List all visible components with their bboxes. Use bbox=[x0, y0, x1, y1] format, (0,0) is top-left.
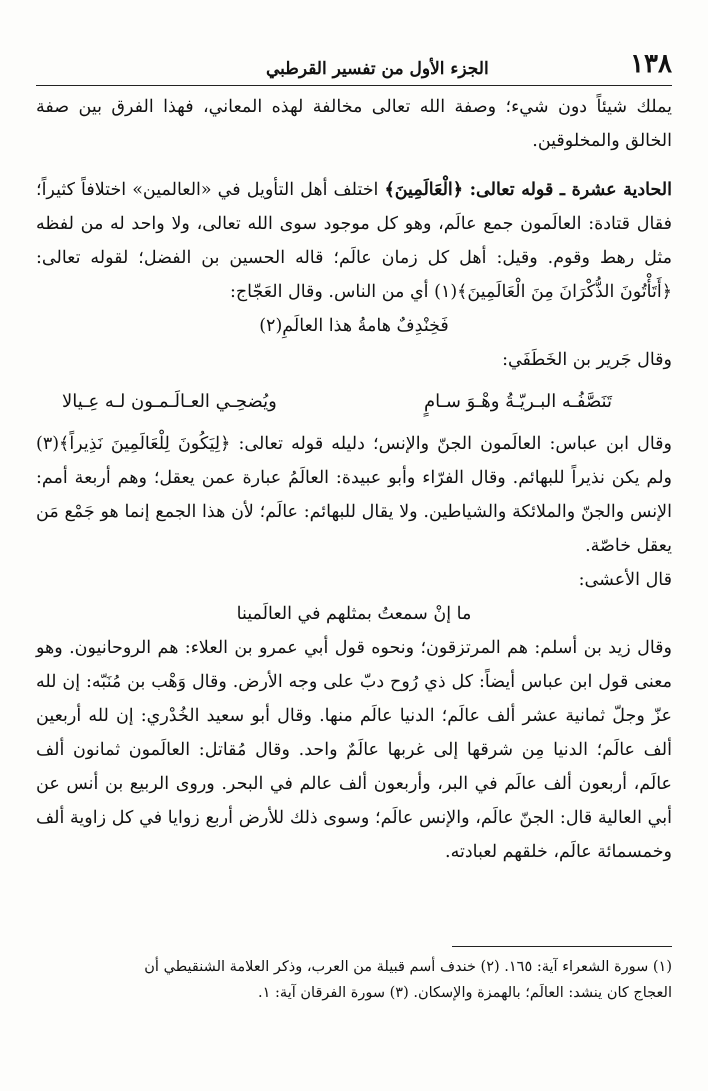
paragraph-1: يملك شيئاً دون شيء؛ وصفة الله تعالى مخالفة لهذه المعاني، فهذا الفرق بين صفة الخالق والمخلوقين. bbox=[36, 97, 672, 151]
footnotes bbox=[36, 954, 672, 1006]
footnote-line-2: العجاج كان ينشد: العالَم؛ بالهمزة والإسكان. (٣) سورة الفرقان آية: ١. bbox=[258, 985, 672, 1001]
running-title: الجزء الأول من تفسير القرطبي bbox=[266, 59, 489, 79]
paragraph-4: وقال ابن عباس: العالَمون الجنّ والإنس؛ دليله قوله تعالى: ﴿لِيَكُونَ لِلْعَالَمِينَ نَذِيراً﴾(٣) ولم يكن نذيراً للبهائم. وقال الفرّاء وأبو عبيدة: العالَمُ عبارة عمن يعقل؛ وهم أربعة أمم: الإنس والجنّ والملائكة والشياطين. ولا يقال للبهائم: عالَم؛ لأن هذا الجمع إنما هو جَمْع مَن يعقل خاصّة. bbox=[36, 434, 672, 556]
verse-3: ما إنْ سمعتُ بمثلهم في العالَمينا bbox=[236, 604, 472, 624]
section-heading: الحادية عشرة ـ قوله تعالى: ﴿الْعَالَمِينَ﴾ bbox=[384, 180, 672, 200]
verse-1: فَخِنْدِفٌ هامةُ هذا العالَمِ(٢) bbox=[259, 316, 449, 336]
main-text bbox=[36, 90, 672, 869]
page-number: ١٣٨ bbox=[630, 49, 672, 79]
page-header bbox=[36, 40, 672, 86]
footnote-line-1: (١) سورة الشعراء آية: ١٦٥. (٢) خندف أسم قبيلة من العرب، وذكر العلامة الشنقيطي أن bbox=[144, 959, 672, 975]
verse-2-first-hemistich: تَنَصَّفُـه البـريّـةُ وهْـوَ سـامٍ bbox=[423, 391, 612, 412]
paragraph-2-text: اختلف أهل التأويل في «العالمين» اختلافاً كثيراً؛ فقال قتادة: العالَمون جمع عالَم، وهو كل موجود سوى الله تعالى، ولا واحد له من لفظه مثل رهط وقوم. وقيل: أهل كل زمان عالَم؛ قاله الحسين بن الفضل؛ لقوله تعالى: ﴿أَتَأْتُونَ الذُّكْرَانَ مِنَ الْعَالَمِينَ﴾(١) أي من الناس. وقال العَجّاج: bbox=[36, 180, 672, 302]
verse-2-second-hemistich: ويُضحِـي العـالَـمـون لـه عِـيالا bbox=[62, 391, 277, 412]
paragraph-6: وقال زيد بن أسلم: هم المرتزقون؛ ونحوه قول أبي عمرو بن العلاء: هم الروحانيون. وهو معنى قول ابن عباس أيضاً: كل ذي رُوح دبّ على وجه الأرض. وقال وَهْب بن مُنَبّه: إن لله عزّ وجلّ ثمانية عشر ألف عالَم؛ الدنيا عالَم منها. وقال أبو سعيد الخُدْري: إن لله أربعين ألف عالَم؛ الدنيا مِن شرقها إلى غربها عالَمٌ واحد. وقال مُقاتل: العالَمون ثمانون ألف عالَم، أربعون ألف عالَم في البر، وأربعون ألف عالم في البحر. وروى الربيع بن أنس عن أبي العالية قال: الجنّ عالَم، والإنس عالَم؛ وسوى ذلك للأرض أربع زوايا في كل زاوية ألف وخمسمائة عالَم، خلقهم لعبادته. bbox=[36, 638, 672, 862]
paragraph-5: قال الأعشى: bbox=[578, 570, 672, 590]
paragraph-2 bbox=[36, 173, 672, 309]
verse-2 bbox=[36, 377, 672, 427]
paragraph-3: وقال جَرير بن الخَطَفَي: bbox=[502, 350, 672, 370]
footnote-divider bbox=[452, 946, 672, 947]
